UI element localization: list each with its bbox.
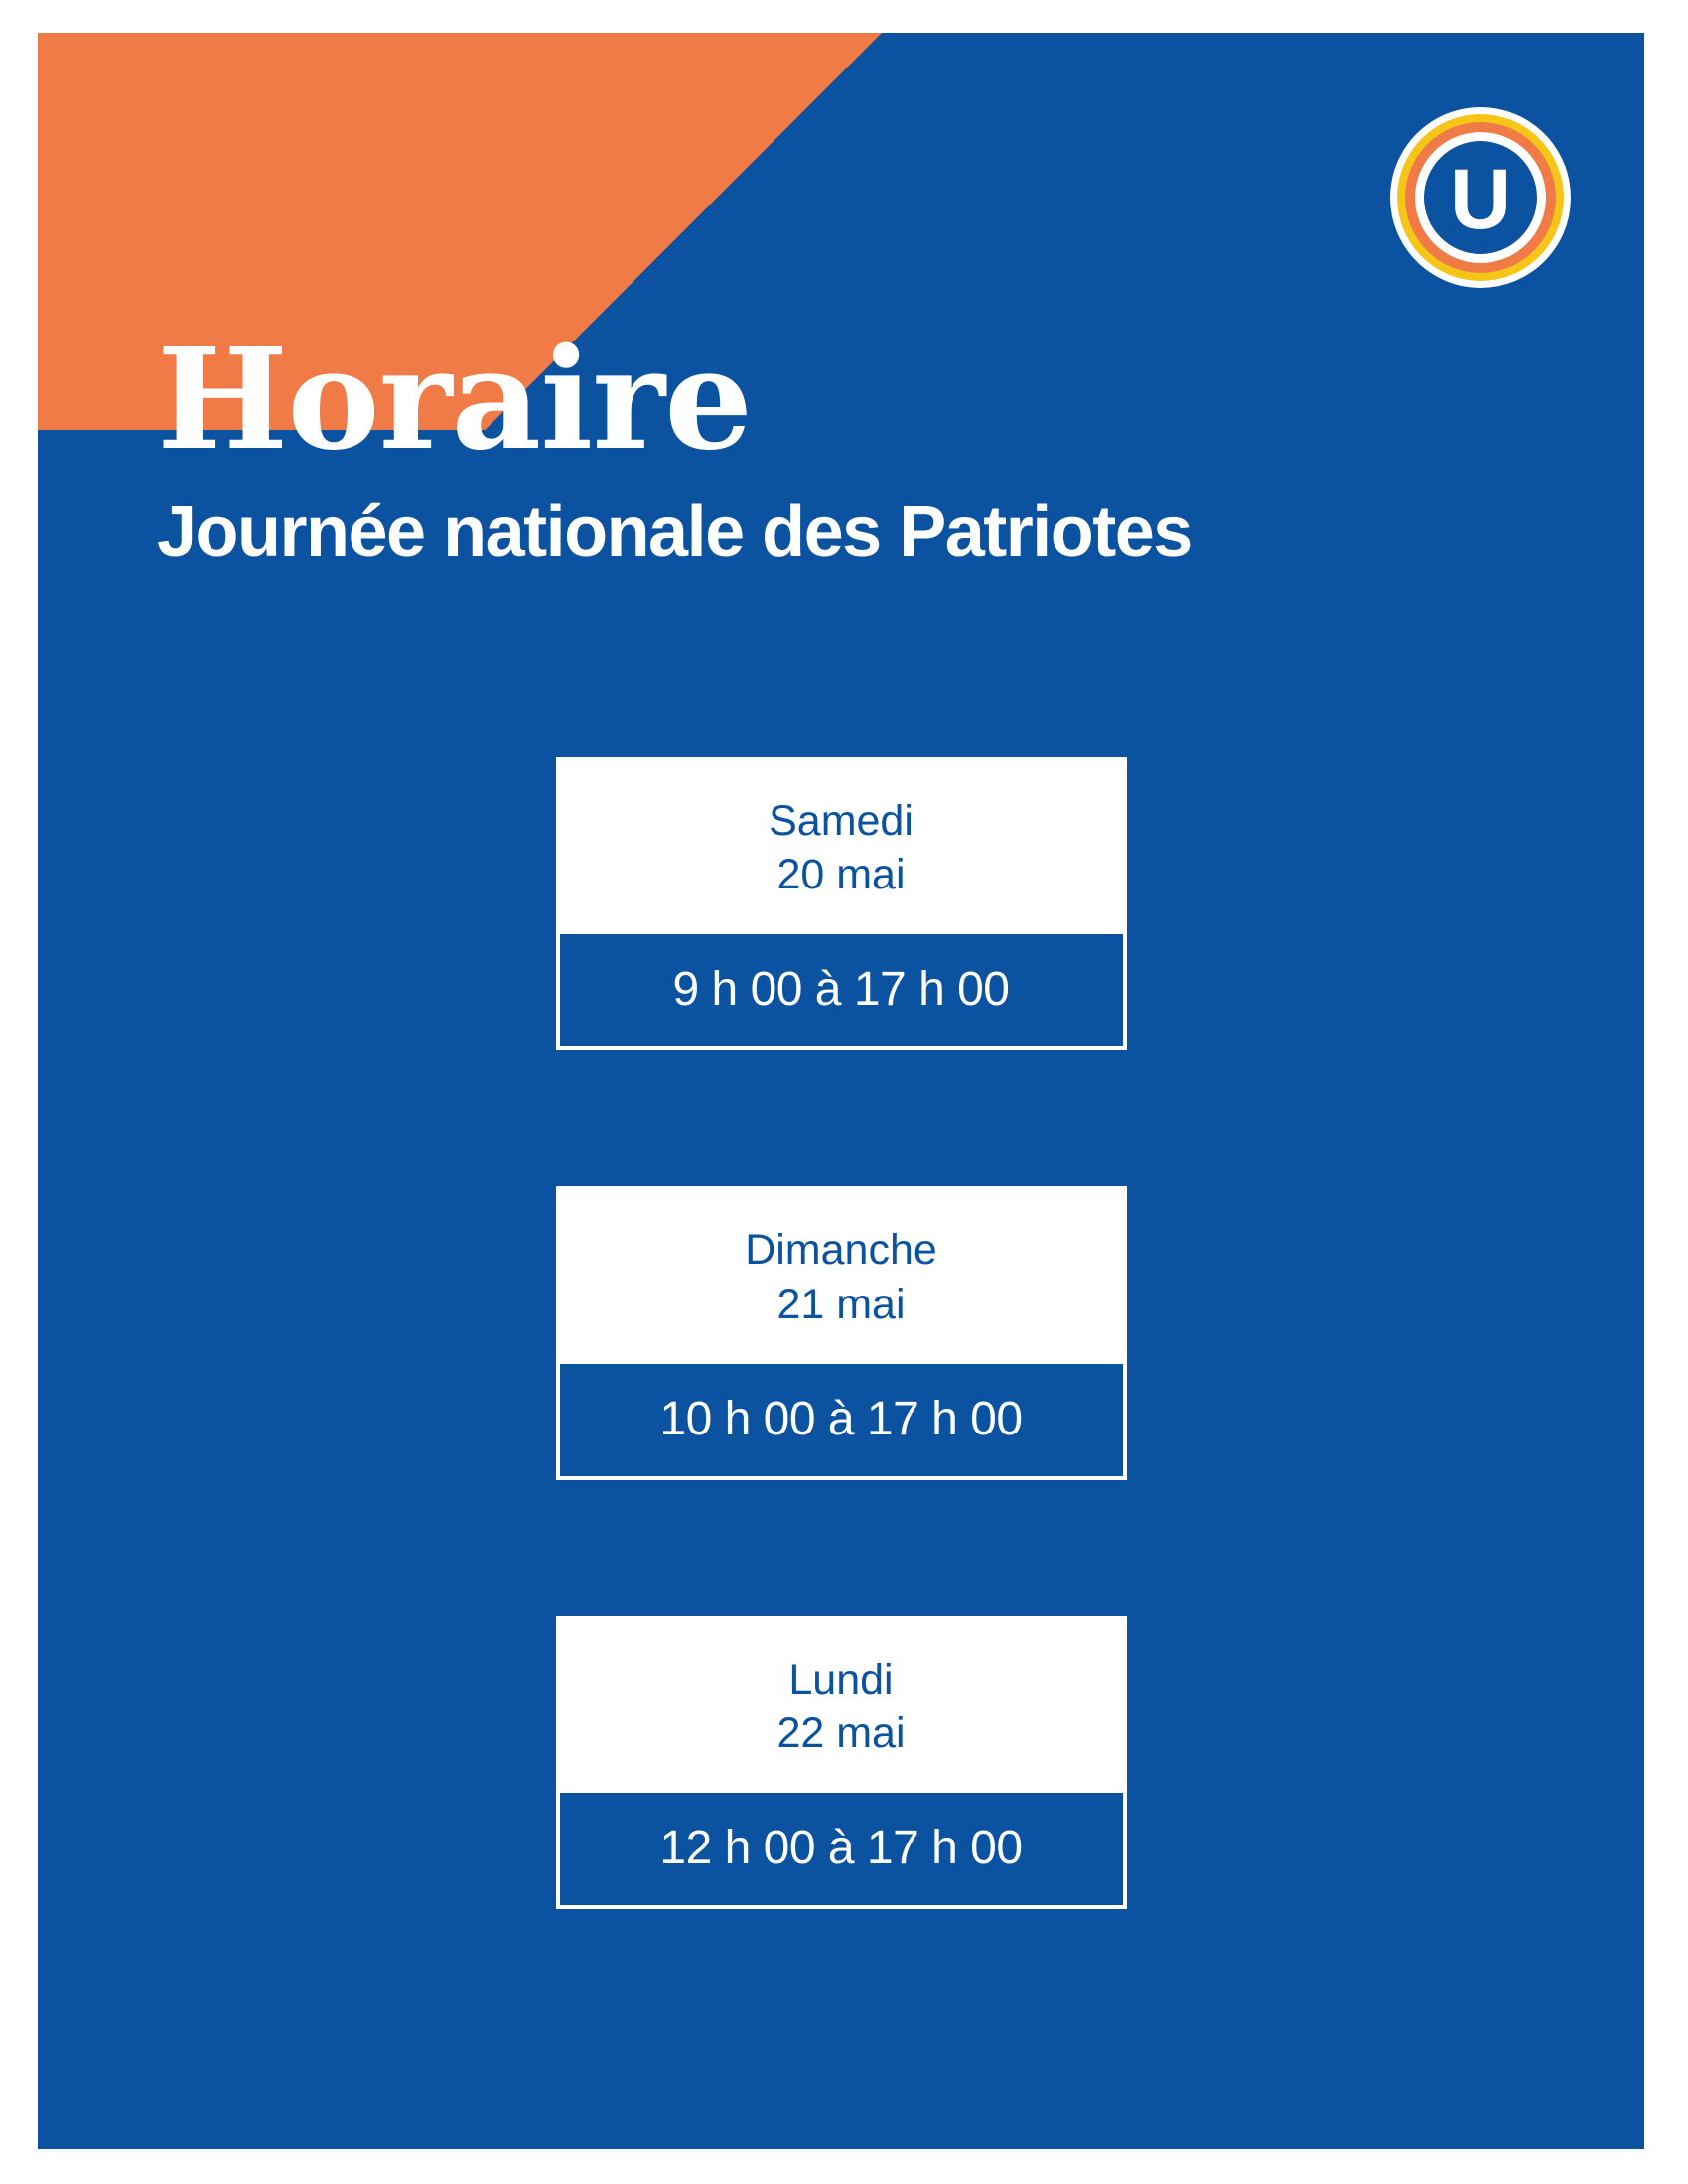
schedule-daydate: 22 mai	[776, 1708, 906, 1757]
schedule-card-date	[556, 1186, 1127, 1363]
schedule-hours: 10 h 00 à 17 h 00	[556, 1364, 1127, 1480]
schedule-hours: 9 h 00 à 17 h 00	[556, 934, 1127, 1050]
schedule-card-date	[556, 1616, 1127, 1793]
schedule-hours: 12 h 00 à 17 h 00	[556, 1793, 1127, 1909]
schedule-card-date	[556, 757, 1127, 934]
schedule-list	[38, 757, 1644, 1909]
page-subtitle: Journée nationale des Patriotes	[157, 492, 1192, 572]
logo-letter: U	[1449, 152, 1512, 247]
schedule-dayname: Samedi	[769, 797, 914, 845]
brand-logo-icon	[1388, 105, 1573, 290]
title-block	[157, 319, 1547, 572]
schedule-card	[556, 1616, 1127, 1909]
schedule-card	[556, 1186, 1127, 1479]
page-title: Horaire	[157, 319, 753, 481]
schedule-daydate: 20 mai	[776, 851, 906, 899]
schedule-dayname: Lundi	[788, 1655, 894, 1704]
schedule-daydate: 21 mai	[776, 1280, 906, 1328]
schedule-dayname: Dimanche	[745, 1226, 937, 1275]
schedule-card	[556, 757, 1127, 1050]
poster-canvas	[38, 33, 1644, 2149]
